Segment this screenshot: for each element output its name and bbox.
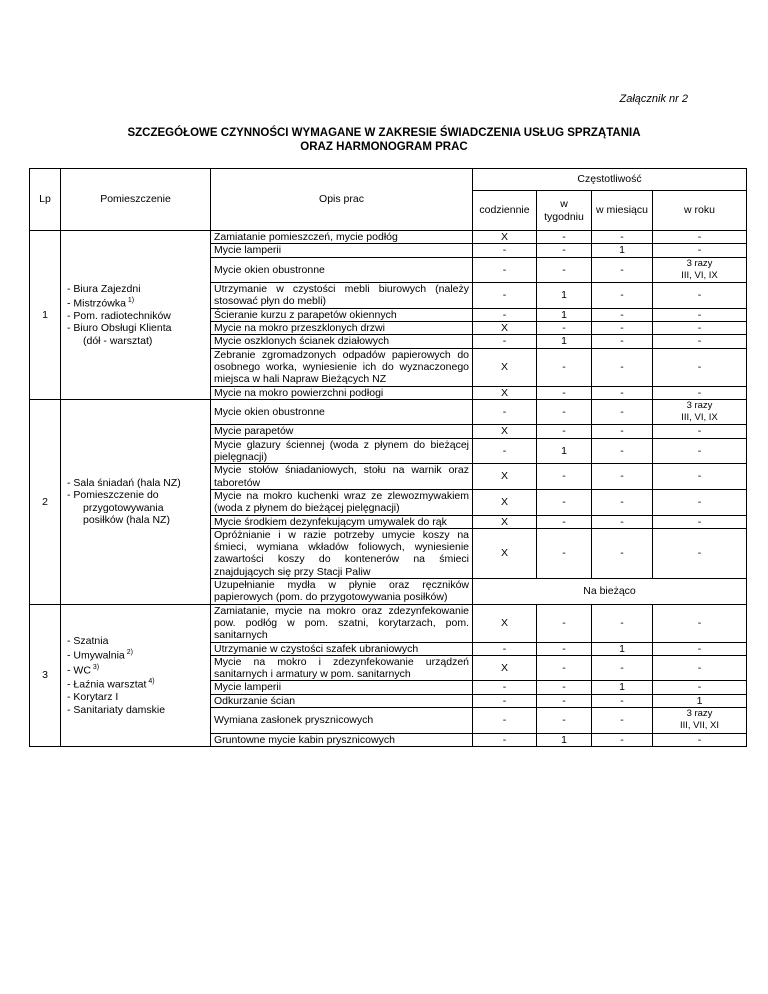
room-item: - Korytarz I <box>67 691 119 704</box>
document-title <box>0 126 768 154</box>
freq-monthly: - <box>592 694 653 707</box>
freq-yearly-value: - <box>697 444 702 457</box>
task-description: Utrzymanie w czystości mebli biurowych (należy stosować płyn do mebli) <box>211 283 473 309</box>
header-daily: codziennie <box>473 191 537 231</box>
freq-daily: X <box>473 489 537 515</box>
footnote-mark: 1) <box>125 297 135 305</box>
frequency-ongoing: Na bieżąco <box>473 579 747 605</box>
room-item: przygotowywania <box>83 501 164 514</box>
task-description: Zebranie zgromadzonych odpadów papierowych do osobnego worka, wyniesienie ich do wyznaczonego miejsca w hali Napraw Bieżących NZ <box>211 348 473 386</box>
header-room: Pomieszczenie <box>61 169 211 231</box>
freq-yearly-value: 3 razy <box>686 399 713 411</box>
room-list <box>61 604 211 746</box>
freq-yearly-value: - <box>697 661 702 674</box>
freq-monthly: - <box>592 425 653 438</box>
header-yearly: w roku <box>653 191 747 231</box>
attachment-label: Załącznik nr 2 <box>619 93 688 105</box>
task-description: Odkurzanie ścian <box>211 694 473 707</box>
freq-monthly: - <box>592 604 653 642</box>
freq-yearly <box>653 438 747 464</box>
freq-monthly: - <box>592 283 653 309</box>
freq-weekly: - <box>537 528 592 578</box>
freq-yearly <box>653 308 747 321</box>
freq-weekly: - <box>537 707 592 733</box>
task-description: Mycie parapetów <box>211 425 473 438</box>
row-number: 2 <box>30 399 61 604</box>
freq-yearly-value: - <box>697 681 702 694</box>
task-description: Gruntowne mycie kabin prysznicowych <box>211 733 473 746</box>
room-item: - Pom. radiotechników <box>67 310 171 323</box>
freq-daily: - <box>473 681 537 694</box>
schedule-table <box>29 168 747 747</box>
header-monthly: w miesiącu <box>592 191 653 231</box>
freq-yearly <box>653 464 747 490</box>
freq-yearly-value: - <box>697 547 702 560</box>
task-description: Opróżnianie i w razie potrzeby umycie koszy na śmieci, wymiana wkładów foliowych, wyniesienie zawartości koszy do kontenerów na śmieci znajdujących się przy Stacji Paliw <box>211 528 473 578</box>
freq-daily: X <box>473 322 537 335</box>
freq-weekly: - <box>537 489 592 515</box>
freq-daily: - <box>473 335 537 348</box>
freq-daily: X <box>473 386 537 399</box>
freq-weekly: - <box>537 655 592 681</box>
freq-daily: - <box>473 283 537 309</box>
task-description: Mycie stołów śniadaniowych, stołu na warnik oraz taboretów <box>211 464 473 490</box>
freq-yearly-value: - <box>697 322 702 335</box>
freq-yearly <box>653 655 747 681</box>
freq-yearly-value: - <box>697 425 702 438</box>
freq-weekly: 1 <box>537 733 592 746</box>
freq-monthly: - <box>592 335 653 348</box>
room-item: - Biuro Obsługi Klienta <box>67 322 172 335</box>
freq-weekly: - <box>537 604 592 642</box>
freq-daily: X <box>473 348 537 386</box>
task-description: Zamiatanie, mycie na mokro oraz zdezynfekowanie pow. podłóg w pom. szatni, korytarzach, pom. sanitarnych <box>211 604 473 642</box>
task-description: Mycie na mokro i zdezynfekowanie urządzeń sanitarnych i armatury w pom. sanitarnych <box>211 655 473 681</box>
freq-daily: - <box>473 399 537 425</box>
freq-monthly: - <box>592 386 653 399</box>
freq-yearly <box>653 425 747 438</box>
header-description: Opis prac <box>211 169 473 231</box>
header-lp: Lp <box>30 169 61 231</box>
freq-daily: - <box>473 694 537 707</box>
freq-yearly-value: - <box>697 335 702 348</box>
freq-yearly-value: 1 <box>696 694 703 707</box>
freq-yearly-value: - <box>697 642 702 655</box>
freq-yearly <box>653 733 747 746</box>
freq-yearly <box>653 515 747 528</box>
freq-yearly <box>653 399 747 425</box>
freq-weekly: 1 <box>537 335 592 348</box>
freq-yearly <box>653 489 747 515</box>
freq-yearly <box>653 707 747 733</box>
table-row <box>30 399 747 425</box>
freq-daily: - <box>473 244 537 257</box>
freq-yearly-value: 3 razy <box>686 707 713 719</box>
freq-yearly <box>653 322 747 335</box>
freq-yearly-value: - <box>697 289 702 302</box>
freq-daily: - <box>473 707 537 733</box>
freq-daily: X <box>473 515 537 528</box>
freq-monthly: - <box>592 707 653 733</box>
title-line-1: SZCZEGÓŁOWE CZYNNOŚCI WYMAGANE W ZAKRESIE ŚWIADCZENIA USŁUG SPRZĄTANIA <box>127 127 641 139</box>
freq-monthly: - <box>592 308 653 321</box>
freq-weekly: - <box>537 348 592 386</box>
freq-yearly-value: - <box>697 733 702 746</box>
freq-yearly-value: - <box>697 386 702 399</box>
freq-monthly: - <box>592 655 653 681</box>
task-description: Mycie środkiem dezynfekującym umywalek do rąk <box>211 515 473 528</box>
freq-yearly-value: - <box>697 308 702 321</box>
freq-yearly-months: III, VII, XI <box>679 720 720 732</box>
freq-weekly: - <box>537 642 592 655</box>
table-row <box>30 604 747 642</box>
freq-weekly: 1 <box>537 438 592 464</box>
task-description: Mycie na mokro przeszklonych drzwi <box>211 322 473 335</box>
freq-weekly: - <box>537 231 592 244</box>
freq-monthly: - <box>592 438 653 464</box>
freq-yearly-value: - <box>697 496 702 509</box>
table-row <box>30 231 747 244</box>
freq-monthly: - <box>592 257 653 283</box>
task-description: Mycie glazury ściennej (woda z płynem do bieżącej pielęgnacji) <box>211 438 473 464</box>
room-item: - Łaźnia warsztat $^{4)}$ <box>67 678 155 691</box>
freq-yearly <box>653 681 747 694</box>
freq-yearly <box>653 257 747 283</box>
freq-monthly: - <box>592 348 653 386</box>
room-item: - Mistrzówka $^{1)}$ <box>67 297 135 310</box>
freq-weekly: - <box>537 681 592 694</box>
row-number: 3 <box>30 604 61 746</box>
task-description: Uzupełnianie mydła w płynie oraz ręczników papierowych (pom. do przygotowywania posiłków) <box>211 579 473 605</box>
freq-monthly: - <box>592 399 653 425</box>
task-description: Mycie oszklonych ścianek działowych <box>211 335 473 348</box>
freq-monthly: - <box>592 464 653 490</box>
freq-weekly: - <box>537 694 592 707</box>
freq-yearly-months: III, VI, IX <box>681 412 718 424</box>
freq-yearly <box>653 335 747 348</box>
freq-yearly-value: 3 razy <box>686 257 713 269</box>
room-item: - Biura Zajezdni <box>67 282 141 295</box>
room-item: posiłków (hala NZ) <box>83 514 170 527</box>
freq-daily: X <box>473 528 537 578</box>
freq-yearly-value: - <box>697 515 702 528</box>
freq-yearly-value: - <box>697 470 702 483</box>
freq-monthly: - <box>592 733 653 746</box>
room-item: - WC $^{3)}$ <box>67 663 100 677</box>
freq-yearly <box>653 348 747 386</box>
freq-daily: - <box>473 308 537 321</box>
footnote-mark: 2) <box>124 648 133 656</box>
task-description: Mycie na mokro kuchenki wraz ze zlewozmywakiem (woda z płynem do bieżącej pielęgnacji) <box>211 489 473 515</box>
freq-monthly: - <box>592 231 653 244</box>
freq-monthly: 1 <box>592 642 653 655</box>
freq-weekly: - <box>537 399 592 425</box>
freq-daily: - <box>473 438 537 464</box>
freq-yearly <box>653 528 747 578</box>
task-description: Ścieranie kurzu z parapetów okiennych <box>211 308 473 321</box>
room-item: - Pomieszczenie do <box>67 489 159 502</box>
freq-yearly <box>653 642 747 655</box>
freq-yearly <box>653 386 747 399</box>
task-description: Mycie lamperii <box>211 681 473 694</box>
freq-daily: - <box>473 733 537 746</box>
task-description: Wymiana zasłonek prysznicowych <box>211 707 473 733</box>
freq-weekly: - <box>537 257 592 283</box>
freq-monthly: 1 <box>592 244 653 257</box>
header-frequency: Częstotliwość <box>473 169 747 191</box>
freq-yearly-value: - <box>697 244 702 257</box>
freq-yearly <box>653 283 747 309</box>
freq-yearly-value: - <box>697 231 702 243</box>
freq-monthly: - <box>592 489 653 515</box>
freq-yearly-value: - <box>697 360 702 373</box>
freq-monthly: - <box>592 322 653 335</box>
freq-yearly <box>653 604 747 642</box>
freq-weekly: - <box>537 464 592 490</box>
task-description: Zamiatanie pomieszczeń, mycie podłóg <box>211 231 473 244</box>
freq-yearly-months: III, VI, IX <box>681 269 718 281</box>
freq-weekly: - <box>537 322 592 335</box>
task-description: Utrzymanie w czystości szafek ubraniowych <box>211 642 473 655</box>
freq-weekly: - <box>537 244 592 257</box>
freq-daily: X <box>473 231 537 244</box>
footnote-mark: 3) <box>90 663 100 671</box>
row-number: 1 <box>30 231 61 400</box>
freq-monthly: 1 <box>592 681 653 694</box>
freq-monthly: - <box>592 515 653 528</box>
footnote-mark: 4) <box>146 678 155 686</box>
room-item: - Szatnia <box>67 634 109 647</box>
task-description: Mycie okien obustronne <box>211 399 473 425</box>
freq-weekly: - <box>537 386 592 399</box>
task-description: Mycie lamperii <box>211 244 473 257</box>
freq-yearly <box>653 231 747 244</box>
freq-yearly <box>653 244 747 257</box>
freq-weekly: 1 <box>537 283 592 309</box>
freq-daily: X <box>473 464 537 490</box>
freq-daily: X <box>473 604 537 642</box>
freq-weekly: - <box>537 425 592 438</box>
freq-weekly: 1 <box>537 308 592 321</box>
room-item: - Sanitariaty damskie <box>67 703 166 716</box>
freq-daily: X <box>473 655 537 681</box>
header-weekly: w tygodniu <box>537 191 592 231</box>
freq-daily: - <box>473 642 537 655</box>
room-list <box>61 231 211 400</box>
room-item: - Umywalnia $^{2)}$ <box>67 648 133 662</box>
room-list <box>61 399 211 604</box>
task-description: Mycie na mokro powierzchni podłogi <box>211 386 473 399</box>
room-item: (dół - warsztat) <box>83 334 153 347</box>
freq-daily: - <box>473 257 537 283</box>
title-line-2: ORAZ HARMONOGRAM PRAC <box>300 141 468 153</box>
freq-yearly <box>653 694 747 707</box>
freq-yearly-value: - <box>697 616 702 629</box>
task-description: Mycie okien obustronne <box>211 257 473 283</box>
room-item: - Sala śniadań (hala NZ) <box>67 477 181 490</box>
freq-daily: X <box>473 425 537 438</box>
freq-monthly: - <box>592 528 653 578</box>
freq-weekly: - <box>537 515 592 528</box>
